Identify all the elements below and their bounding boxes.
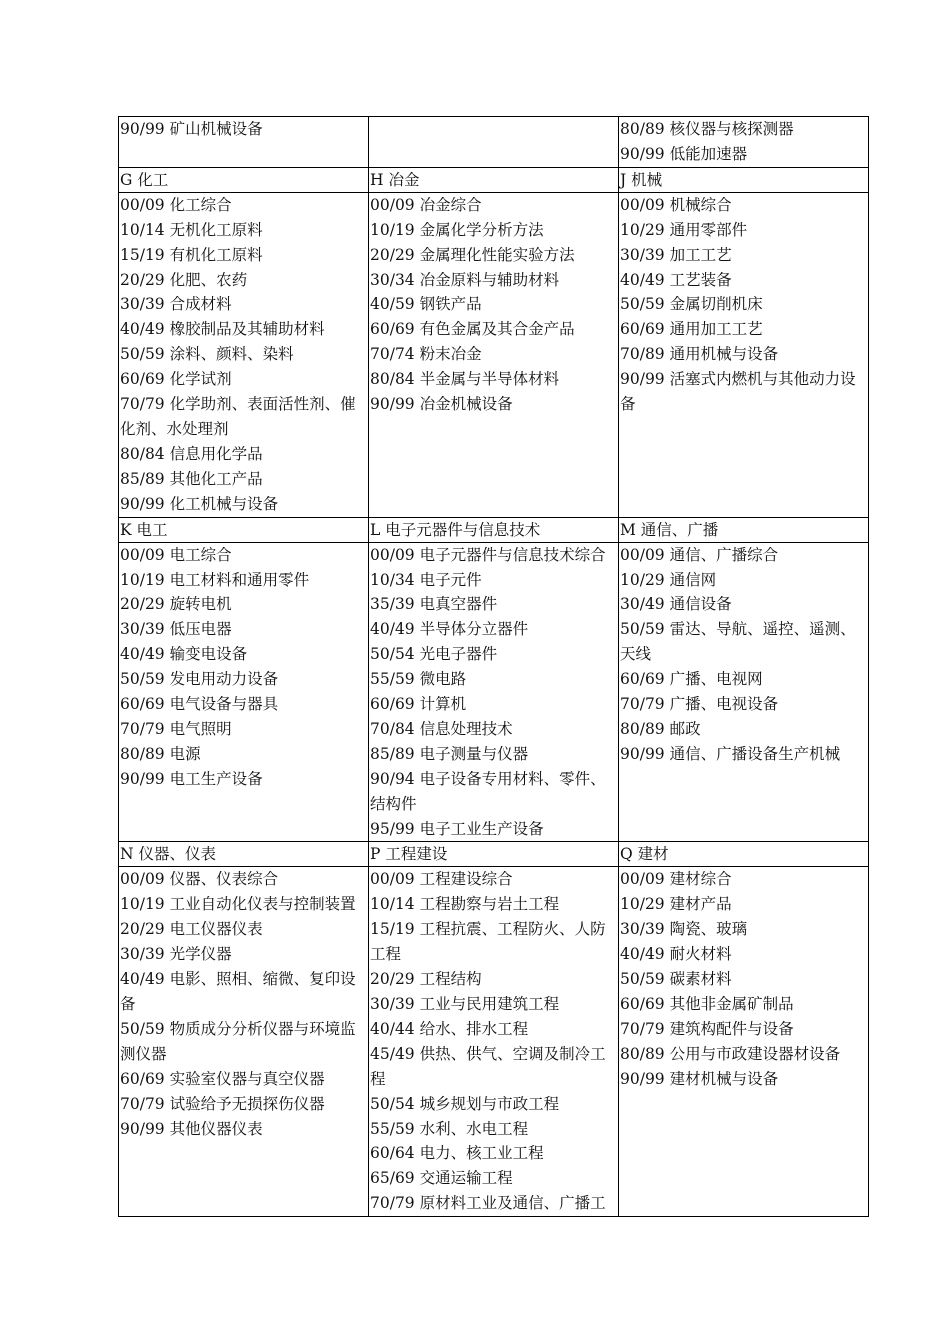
- subcategory-item: 30/39 加工工艺: [620, 245, 732, 264]
- category-items-cell: [369, 542, 619, 842]
- subcategory-item: 00/09 机械综合: [620, 195, 732, 214]
- standards-classification-table: [118, 116, 869, 1217]
- category-header-cell: L 电子元器件与信息技术: [369, 517, 619, 542]
- category-items-cell: [619, 192, 869, 517]
- subcategory-item: 80/84 半金属与半导体材料: [370, 370, 560, 389]
- subcategory-item: 55/59 水利、水电工程: [370, 1119, 529, 1138]
- subcategory-item: 90/99 矿山机械设备: [120, 120, 263, 138]
- subcategory-item: 30/49 通信设备: [620, 595, 732, 614]
- category-header-cell: N 仪器、仪表: [119, 842, 369, 867]
- subcategory-item: 60/69 实验室仪器与真空仪器: [120, 1069, 325, 1088]
- subcategory-item: 30/39 低压电器: [120, 620, 232, 639]
- subcategory-item: 10/19 工业自动化仪表与控制装置: [120, 895, 356, 914]
- subcategory-item: 70/79 化学助剂、表面活性剂、催化剂、水处理剂: [120, 395, 356, 438]
- category-header-row: [119, 517, 869, 542]
- subcategory-item: 10/14 工程勘察与岩土工程: [370, 895, 560, 914]
- subcategory-item: 60/69 广播、电视网: [620, 670, 763, 689]
- subcategory-item: 45/49 供热、供气、空调及制冷工程: [370, 1044, 606, 1088]
- subcategory-item: 80/89 电源: [120, 744, 201, 763]
- subcategory-item: 70/84 信息处理技术: [370, 719, 513, 738]
- category-items-cell: [369, 192, 619, 517]
- subcategory-item: 65/69 交通运输工程: [370, 1169, 513, 1188]
- subcategory-item: 20/29 工程结构: [370, 970, 482, 989]
- category-header-row: [119, 842, 869, 867]
- subcategory-item: 80/89 公用与市政建设器材设备: [620, 1044, 841, 1063]
- subcategory-item: 40/49 耐火材料: [620, 945, 732, 964]
- subcategory-item: 15/19 有机化工原料: [120, 245, 263, 264]
- subcategory-item: 50/54 城乡规划与市政工程: [370, 1094, 560, 1113]
- category-header-cell: M 通信、广播: [619, 517, 869, 542]
- table-body: [119, 117, 869, 1217]
- subcategory-item: 70/79 电气照明: [120, 719, 232, 738]
- subcategory-item: 60/69 化学试剂: [120, 370, 232, 389]
- subcategory-item: 00/09 工程建设综合: [370, 870, 513, 889]
- category-items-row: [119, 867, 869, 1217]
- subcategory-item: 50/54 光电子器件: [370, 645, 498, 664]
- subcategory-item: 30/39 光学仪器: [120, 945, 232, 964]
- subcategory-item: 00/09 通信、广播综合: [620, 545, 779, 564]
- subcategory-item: 40/49 半导体分立器件: [370, 620, 529, 639]
- subcategory-item: 90/99 化工机械与设备: [120, 494, 279, 513]
- subcategory-item: 90/99 其他仪器仪表: [120, 1119, 263, 1138]
- subcategory-item: 35/39 电真空器件: [370, 595, 498, 614]
- subcategory-item: 55/59 微电路: [370, 670, 467, 689]
- subcategory-item: 50/59 雷达、导航、遥控、遥测、天线: [620, 620, 856, 664]
- category-header-cell: Q 建材: [619, 842, 869, 867]
- subcategory-item: 00/09 化工综合: [120, 195, 232, 214]
- subcategory-item: 60/69 有色金属及其合金产品: [370, 320, 575, 339]
- subcategory-item: 50/59 金属切削机床: [620, 295, 763, 314]
- subcategory-item: 40/59 钢铁产品: [370, 295, 482, 314]
- category-header-cell: H 冶金: [369, 167, 619, 192]
- subcategory-item: 50/59 发电用动力设备: [120, 670, 279, 689]
- subcategory-item: 10/14 无机化工原料: [120, 220, 263, 239]
- subcategory-item: 80/89 核仪器与核探测器: [620, 120, 794, 138]
- subcategory-item: 40/44 给水、排水工程: [370, 1019, 529, 1038]
- category-items-row: [119, 542, 869, 842]
- subcategory-item: 10/29 通用零部件: [620, 220, 748, 239]
- subcategory-item: 60/64 电力、核工业工程: [370, 1144, 544, 1163]
- subcategory-item: 90/99 活塞式内燃机与其他动力设备: [620, 370, 856, 414]
- subcategory-item: 00/09 冶金综合: [370, 195, 482, 214]
- subcategory-item: 30/34 冶金原料与辅助材料: [370, 270, 560, 289]
- category-header-cell: P 工程建设: [369, 842, 619, 867]
- category-header-cell: G 化工: [119, 167, 369, 192]
- category-items-row: [119, 117, 869, 168]
- category-items-cell: [619, 542, 869, 842]
- subcategory-item: 60/69 其他非金属矿制品: [620, 995, 794, 1013]
- subcategory-item: 50/59 涂料、颜料、染料: [120, 345, 294, 364]
- subcategory-item: 15/19 工程抗震、工程防火、人防工程: [370, 920, 606, 964]
- subcategory-item: 70/89 通用机械与设备: [620, 345, 779, 364]
- subcategory-item: 90/99 建材机械与设备: [620, 1069, 779, 1088]
- subcategory-item: 10/19 金属化学分析方法: [370, 220, 544, 239]
- subcategory-item: 40/49 输变电设备: [120, 645, 248, 664]
- category-header-row: [119, 167, 869, 192]
- subcategory-item: 20/29 旋转电机: [120, 595, 232, 614]
- category-items-row: [119, 192, 869, 517]
- subcategory-item: 90/99 电工生产设备: [120, 769, 263, 788]
- category-header-cell: K 电工: [119, 517, 369, 542]
- category-items-cell: [119, 542, 369, 842]
- subcategory-item: 70/79 原材料工业及通信、广播工: [370, 1194, 606, 1213]
- subcategory-item: 85/89 电子测量与仪器: [370, 744, 529, 763]
- category-items-cell: [119, 192, 369, 517]
- subcategory-item: 85/89 其他化工产品: [120, 469, 263, 488]
- subcategory-item: 50/59 碳素材料: [620, 970, 732, 989]
- subcategory-item: 00/09 电子元器件与信息技术综合: [370, 545, 606, 564]
- subcategory-item: 70/74 粉末冶金: [370, 345, 482, 364]
- category-header-cell: J 机械: [619, 167, 869, 192]
- subcategory-item: 90/99 冶金机械设备: [370, 395, 513, 414]
- subcategory-item: 40/49 工艺装备: [620, 270, 732, 289]
- category-items-cell: [619, 867, 869, 1217]
- subcategory-item: 70/79 试验给予无损探伤仪器: [120, 1094, 325, 1113]
- subcategory-item: 40/49 橡胶制品及其辅助材料: [120, 320, 325, 339]
- subcategory-item: 80/89 邮政: [620, 719, 701, 738]
- subcategory-item: 00/09 电工综合: [120, 545, 232, 564]
- category-items-cell: [119, 867, 369, 1217]
- category-items-cell: [369, 117, 619, 168]
- subcategory-item: 90/94 电子设备专用材料、零件、结构件: [370, 769, 606, 813]
- subcategory-item: 60/69 通用加工工艺: [620, 320, 763, 339]
- subcategory-item: 00/09 建材综合: [620, 870, 732, 889]
- subcategory-item: 90/99 低能加速器: [620, 144, 748, 163]
- subcategory-item: 10/29 通信网: [620, 570, 717, 589]
- category-items-cell: [619, 117, 869, 168]
- subcategory-item: 50/59 物质成分分析仪器与环境监测仪器: [120, 1019, 356, 1063]
- subcategory-item: 20/29 化肥、农药: [120, 270, 248, 289]
- subcategory-item: 20/29 电工仪器仪表: [120, 920, 263, 939]
- subcategory-item: 95/99 电子工业生产设备: [370, 819, 544, 838]
- subcategory-item: 30/39 合成材料: [120, 295, 232, 314]
- category-items-cell: [369, 867, 619, 1217]
- subcategory-item: 10/19 电工材料和通用零件: [120, 570, 310, 589]
- subcategory-item: 70/79 广播、电视设备: [620, 695, 779, 714]
- subcategory-item: 80/84 信息用化学品: [120, 444, 263, 463]
- subcategory-item: 60/69 计算机: [370, 695, 467, 714]
- subcategory-item: 60/69 电气设备与器具: [120, 695, 279, 714]
- subcategory-item: 90/99 通信、广播设备生产机械: [620, 744, 841, 763]
- subcategory-item: 00/09 仪器、仪表综合: [120, 870, 279, 889]
- subcategory-item: 30/39 陶瓷、玻璃: [620, 920, 748, 939]
- category-items-cell: [119, 117, 369, 168]
- subcategory-item: 30/39 工业与民用建筑工程: [370, 995, 560, 1013]
- subcategory-item: 20/29 金属理化性能实验方法: [370, 245, 575, 264]
- subcategory-item: 70/79 建筑构配件与设备: [620, 1019, 794, 1038]
- subcategory-item: 40/49 电影、照相、缩微、复印设备: [120, 970, 356, 1013]
- subcategory-item: 10/34 电子元件: [370, 570, 482, 589]
- subcategory-item: 10/29 建材产品: [620, 895, 732, 914]
